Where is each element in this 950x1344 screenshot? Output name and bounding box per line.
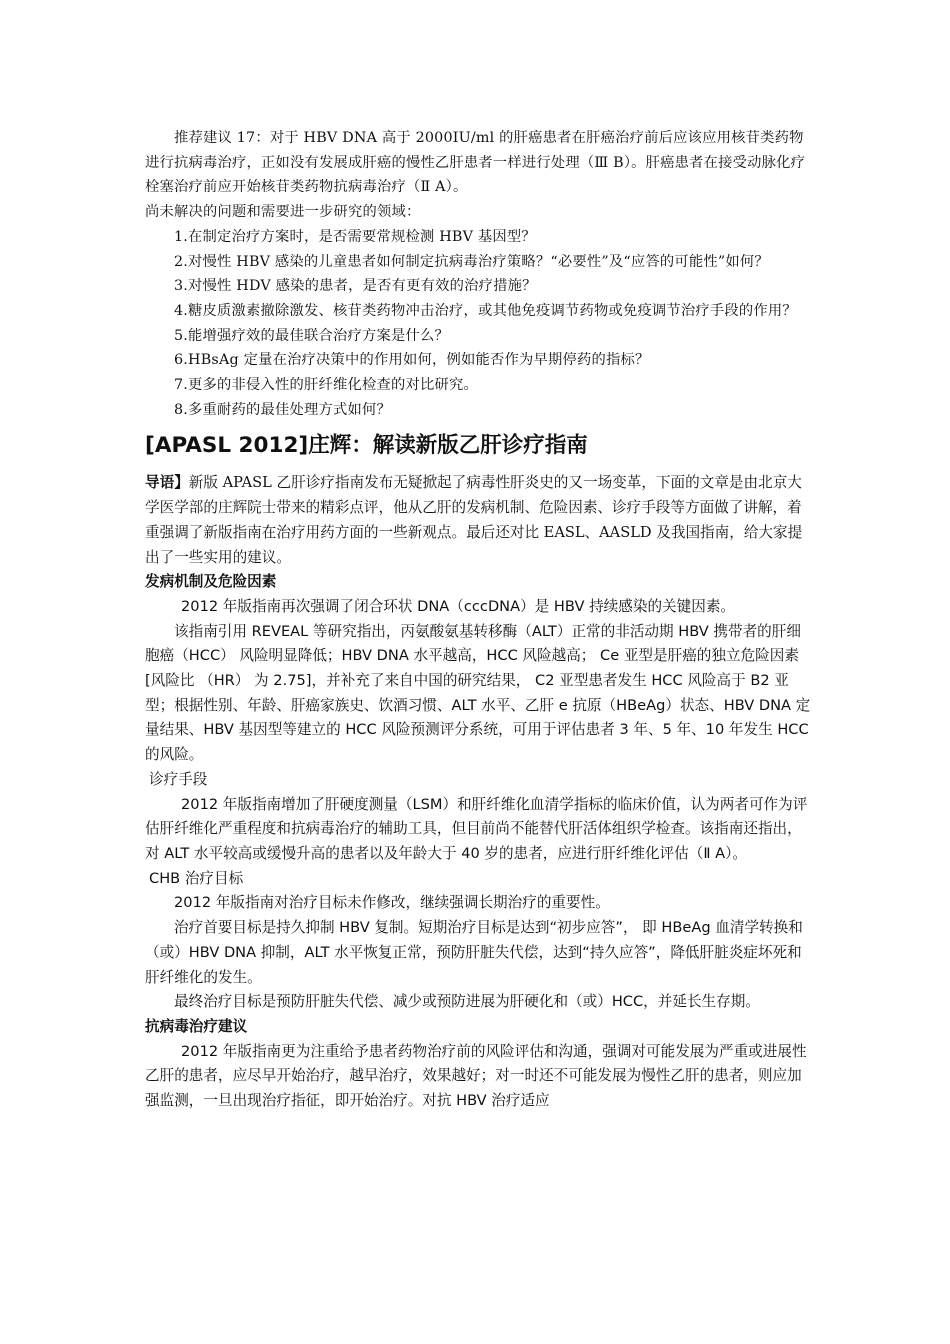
diagnosis-paragraph-1: 2012 年版指南增加了肝硬度测量（LSM）和肝纤维化血清学指标的临床价值，认为两者可作为评估肝纤维化严重程度和抗病毒治疗的辅助工具，但目前尚不能替代肝活体组织学检查。该指南还指出，对 ALT 水平较高或缓慢升高的患者以及年龄大于 40 岁的患者，应进行肝纤维化评估（Ⅱ A）。 (145, 795, 808, 862)
question-3: 3.对慢性 HDV 感染的患者，是否有更有效的治疗措施？ (174, 278, 537, 295)
treatment-goals-paragraph-2: 治疗首要目标是持久抑制 HBV 复制。短期治疗目标是达到“初步应答”， 即 HBeAg 血清学转换和（或）HBV DNA 抑制，ALT 水平恢复正常，预防肝脏失代偿，达到“持久应答”，降低肝脏炎症坏死和肝纤维化的发生。 (145, 919, 803, 986)
question-5: 5.能增强疗效的最佳联合治疗方案是什么？ (174, 327, 449, 344)
lead-label: 导语】 (145, 474, 189, 492)
treatment-goals-paragraph-1: 2012 年版指南对治疗目标未作修改，继续强调长期治疗的重要性。 (174, 894, 610, 912)
lead-text: 新版 APASL 乙肝诊疗指南发布无疑掀起了病毒性肝炎史的又一场变革，下面的文章是由北京大学医学部的庄辉院士带来的精彩点评，他从乙肝的发病机制、危险因素、诊疗手段等方面做了讲解，着重强调了新版指南在治疗用药方面的一些新观点。最后还对比 EASL、AASLD 及我国指南，给大家提出了一些实用的建议。 (145, 474, 803, 566)
question-1: 1.在制定治疗方案时，是否需要常规检测 HBV 基因型？ (174, 228, 536, 245)
antiviral-paragraph-1: 2012 年版指南更为注重给予患者药物治疗前的风险评估和沟通，强调对可能发展为严重或进展性乙肝的患者，应尽早开始治疗，越早治疗，效果越好；对一时还不可能发展为慢性乙肝的患者，则应加强监测，一旦出现治疗指征，即开始治疗。对抗 HBV 治疗适应 (145, 1042, 807, 1110)
article-title: [APASL 2012]庄辉：解读新版乙肝诊疗指南 (145, 433, 588, 459)
section-heading-antiviral: 抗病毒治疗建议 (145, 1017, 248, 1035)
treatment-goals-paragraph-3: 最终治疗目标是预防肝脏失代偿、减少或预防进展为肝硬化和（或）HCC，并延长生存期。 (174, 993, 760, 1011)
question-2: 2.对慢性 HBV 感染的儿童患者如何制定抗病毒治疗策略？“必要性”及“应答的可能性”如何？ (174, 253, 769, 270)
recommendation-17: 推荐建议 17：对于 HBV DNA 高于 2000IU/ml 的肝癌患者在肝癌治疗前后应该应用核苷类药物进行抗病毒治疗，正如没有发展成肝癌的慢性乙肝患者一样进行处理（Ⅲ B）。肝癌患者在接受动脉化疗栓塞治疗前应开始核苷类药物抗病毒治疗（Ⅱ A）。 (145, 130, 806, 196)
lead-paragraph (145, 471, 815, 570)
question-8: 8.多重耐药的最佳处理方式如何？ (174, 401, 391, 418)
pathogenesis-paragraph-2: 该指南引用 REVEAL 等研究指出，丙氨酸氨基转移酶（ALT）正常的非活动期 HBV 携带者的肝细胞癌（HCC） 风险明显降低；HBV DNA 水平越高，HCC 风险越高； Ce 亚型是肝癌的独立危险因素[风险比 （HR） 为 2.75]，并补充了来自中国的研究结果， C2 亚型患者发生 HCC 风险高于 B2 亚型；根据性别、年龄、肝癌家族史、饮酒习惯、ALT 水平、乙肝 e 抗原（HBeAg）状态、HBV DNA 定量结果、HBV 基因型等建立的 HCC 风险预测评分系统，可用于评估患者 3 年、5 年、10 年发生 HCC 的风险。 (145, 622, 811, 764)
unresolved-heading: 尚未解决的问题和需要进一步研究的领域： (145, 204, 421, 221)
section-heading-pathogenesis: 发病机制及危险因素 (145, 573, 277, 591)
question-7: 7.更多的非侵入性的肝纤维化检查的对比研究。 (174, 377, 478, 394)
section-heading-diagnosis: 诊疗手段 (149, 770, 208, 788)
pathogenesis-paragraph-1: 2012 年版指南再次强调了闭合环状 DNA（cccDNA）是 HBV 持续感染的关键因素。 (181, 597, 736, 615)
section-heading-treatment-goals: CHB 治疗目标 (149, 869, 244, 887)
document-page (145, 126, 815, 1114)
question-6: 6.HBsAg 定量在治疗决策中的作用如何，例如能否作为早期停药的指标？ (174, 352, 650, 369)
question-4: 4.糖皮质激素撤除激发、核苷类药物冲击治疗，或其他免疫调节药物或免疫调节治疗手段的作用？ (174, 302, 797, 319)
